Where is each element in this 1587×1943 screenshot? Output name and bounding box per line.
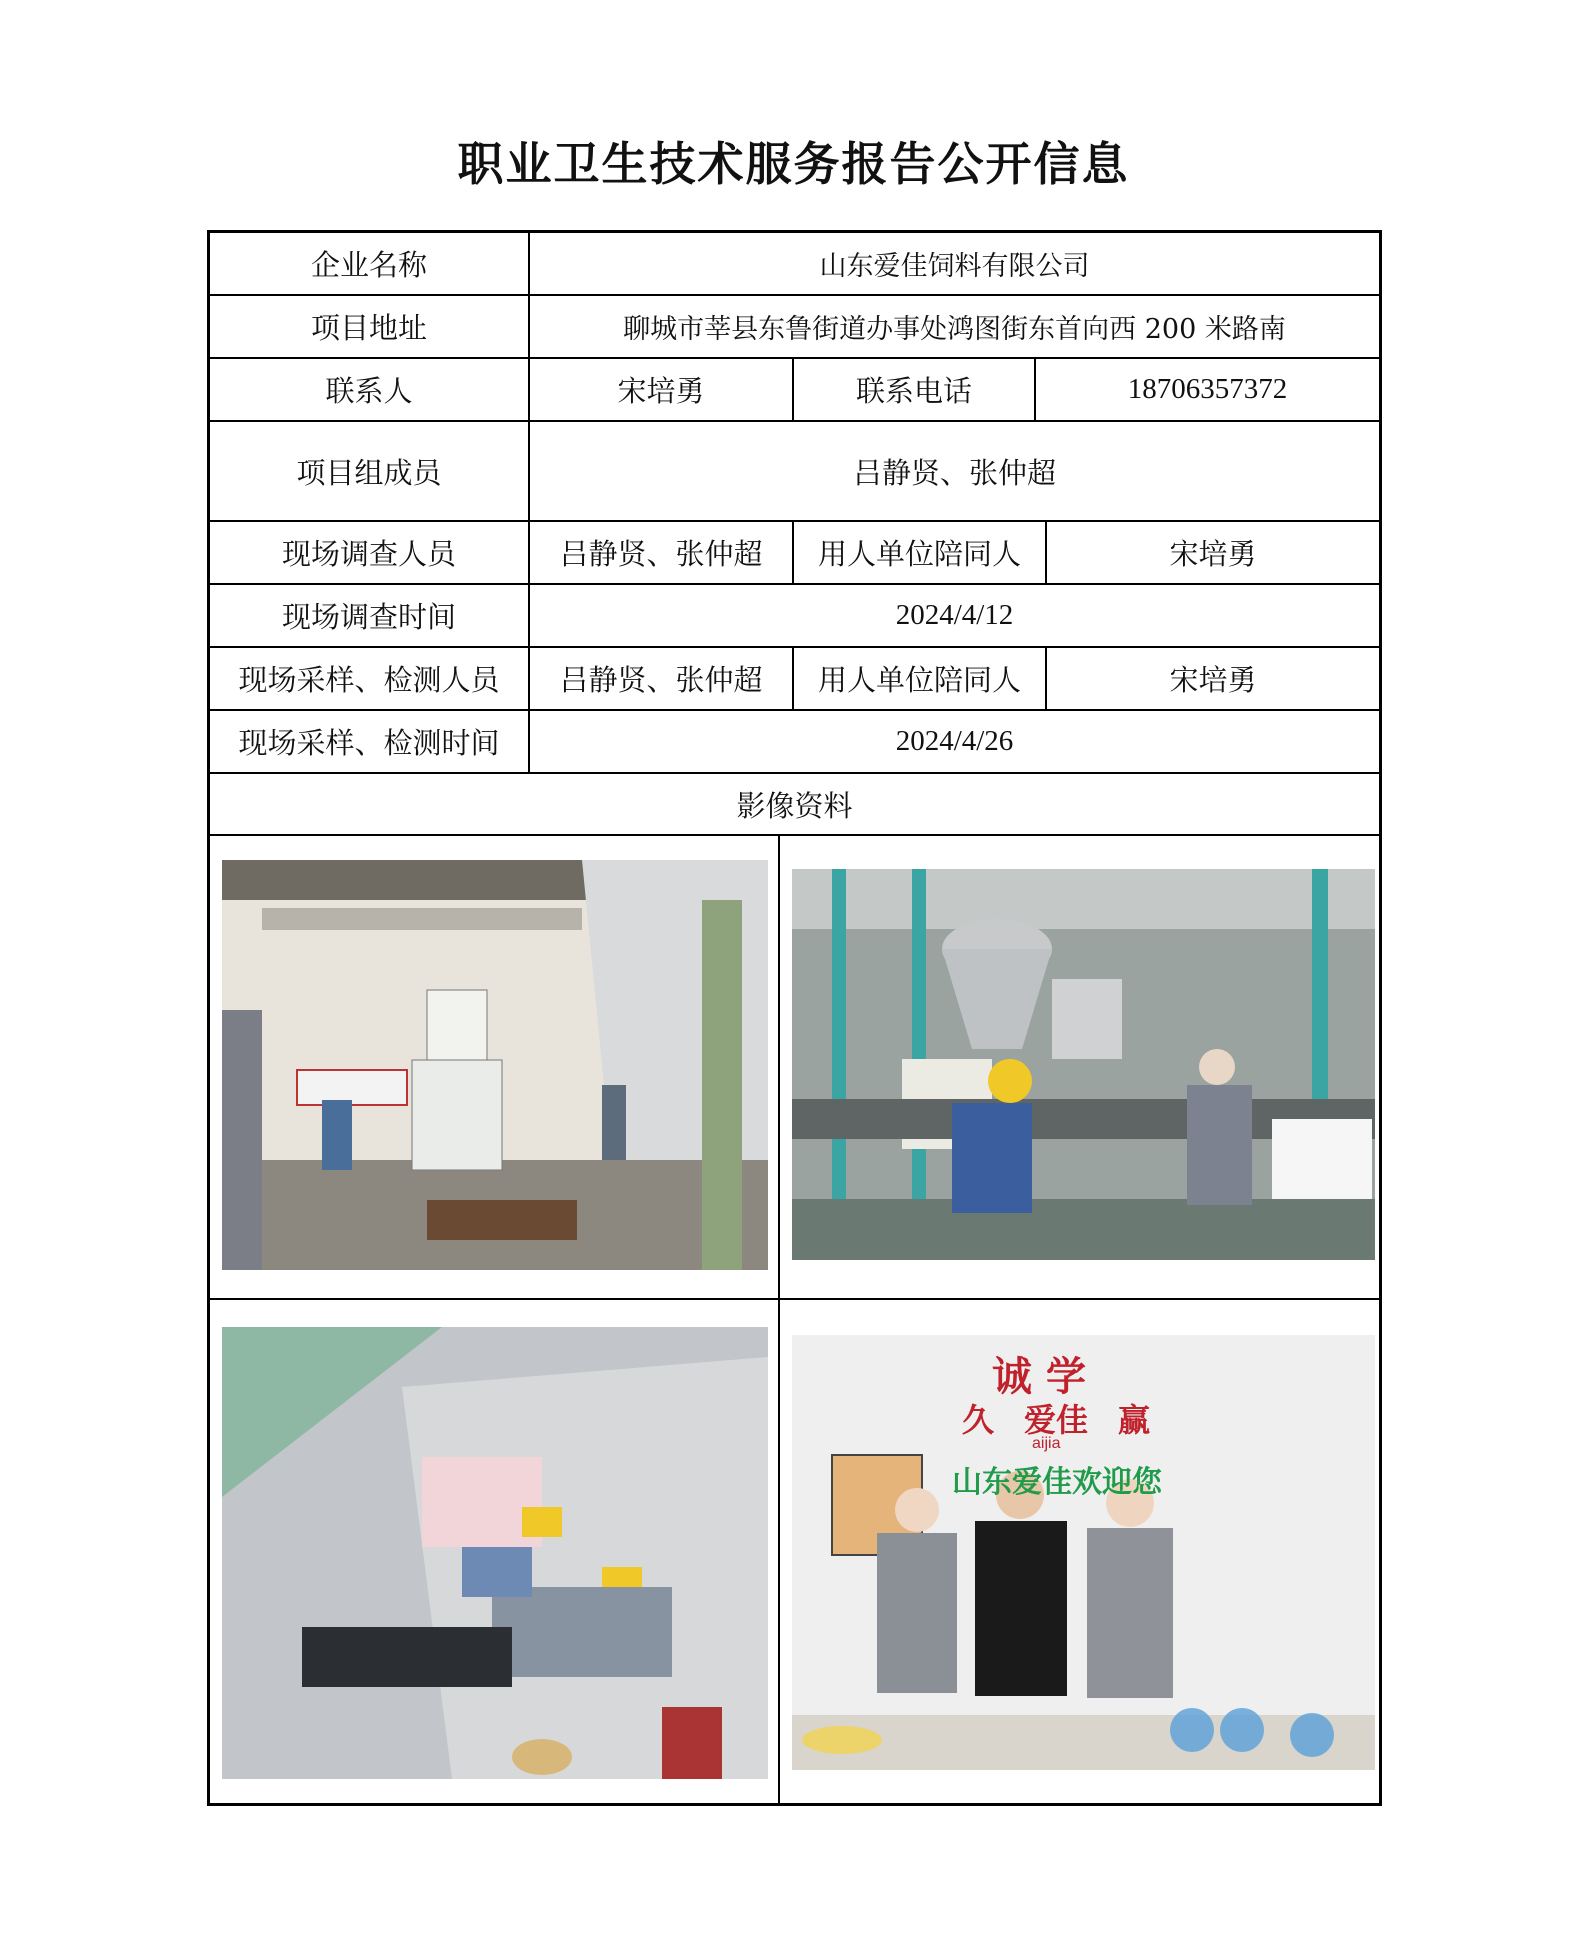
phone-label: 联系电话 xyxy=(855,374,972,408)
company-value: 山东爱佳饲料有限公司 xyxy=(819,251,1090,282)
survey-time-value: 2024/4/12 xyxy=(895,599,1014,631)
members-label: 项目组成员 xyxy=(296,455,442,490)
survey-time-label: 现场调查时间 xyxy=(281,600,456,634)
address-value: 聊城市莘县东鲁街道办事处鸿图街东首向西 200 米路南 xyxy=(623,314,1286,345)
survey-staff-label: 现场调查人员 xyxy=(281,537,456,571)
photo-site-survey xyxy=(222,860,768,1270)
banner-welcome: 山东爱佳欢迎您 xyxy=(952,1465,1162,1500)
info-table xyxy=(207,230,1382,1806)
banner-text-top: 诚 学 xyxy=(992,1353,1086,1400)
sampling-escort-label: 用人单位陪同人 xyxy=(817,663,1021,697)
contact-value: 宋培勇 xyxy=(617,374,705,408)
photo-sampling xyxy=(222,1327,768,1779)
banner-sub: aijia xyxy=(1032,1435,1061,1452)
company-label: 企业名称 xyxy=(310,248,427,282)
survey-escort-label: 用人单位陪同人 xyxy=(817,537,1021,571)
address-label: 项目地址 xyxy=(310,311,427,345)
photo-group xyxy=(792,1335,1375,1770)
sampling-escort-value: 宋培勇 xyxy=(1169,663,1257,697)
phone-value: 18706357372 xyxy=(1127,373,1288,405)
contact-label: 联系人 xyxy=(325,374,413,408)
sampling-time-value: 2024/4/26 xyxy=(895,725,1014,757)
photo-bagging-line xyxy=(792,869,1375,1260)
survey-staff-value: 吕静贤、张仲超 xyxy=(559,537,763,571)
page-title: 职业卫生技术服务报告公开信息 xyxy=(457,137,1130,191)
images-label: 影像资料 xyxy=(736,788,853,823)
survey-escort-value: 宋培勇 xyxy=(1169,537,1257,571)
banner-text-mid: 久 爱佳 赢 xyxy=(962,1401,1151,1439)
sampling-time-label: 现场采样、检测时间 xyxy=(238,726,500,760)
members-value: 吕静贤、张仲超 xyxy=(852,455,1056,490)
sampling-staff-value: 吕静贤、张仲超 xyxy=(559,663,763,697)
sampling-staff-label: 现场采样、检测人员 xyxy=(238,663,500,697)
